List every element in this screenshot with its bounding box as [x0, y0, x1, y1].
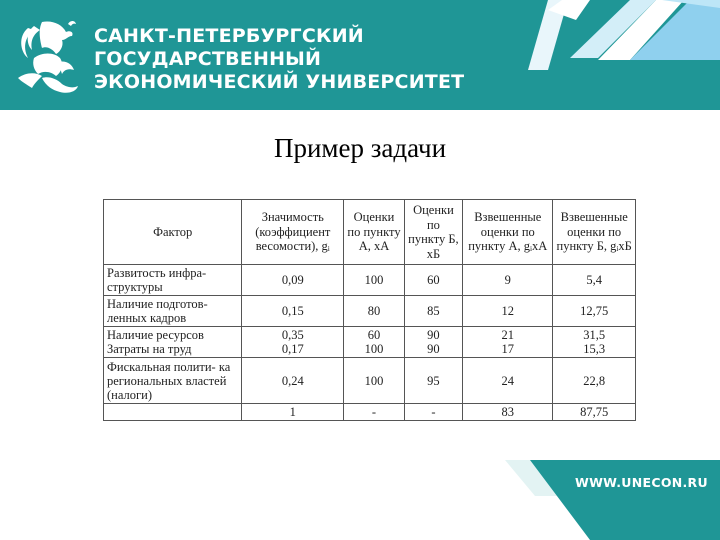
- decorative-triangles: [480, 0, 720, 110]
- cell-score-a: 80: [344, 296, 404, 327]
- cell-score-b: 60: [404, 265, 462, 296]
- footer-decoration: [0, 460, 720, 540]
- cell-score-a: 60 100: [344, 327, 404, 358]
- cell-score-a: 100: [344, 265, 404, 296]
- cell-weighted-a: 9: [463, 265, 553, 296]
- cell-factor: Наличие ресурсов Затраты на труд: [104, 327, 242, 358]
- header-banner: [0, 0, 720, 110]
- table-row: [104, 265, 636, 296]
- slide-title: Пример задачи: [273, 133, 447, 163]
- cell-significance: 0,09: [242, 265, 344, 296]
- university-name-line-2: ГОСУДАРСТВЕННЫЙ: [94, 48, 322, 70]
- cell-weighted-a: 12: [463, 296, 553, 327]
- table-row: [104, 327, 636, 358]
- footer-banner: [0, 460, 720, 540]
- cell-factor: Развитость инфра- структуры: [104, 265, 242, 296]
- griffin-logo-icon: [12, 18, 84, 96]
- university-name-line-3: ЭКОНОМИЧЕСКИЙ УНИВЕРСИТЕТ: [94, 71, 465, 93]
- factors-table: [103, 199, 636, 421]
- cell-score-a: -: [344, 404, 404, 421]
- cell-score-b: -: [404, 404, 462, 421]
- header-significance: Значимость (коэффициент весомости), gᵢ: [242, 200, 344, 265]
- university-name-line-1: САНКТ-ПЕТЕРБУРГСКИЙ: [94, 25, 364, 47]
- header-score-a: Оценки по пункту А, xА: [344, 200, 404, 265]
- website-link[interactable]: WWW.UNECON.RU: [575, 475, 708, 490]
- table-header-row: [104, 200, 636, 265]
- cell-weighted-b: 5,4: [553, 265, 636, 296]
- cell-weighted-b: 31,5 15,3: [553, 327, 636, 358]
- cell-score-b: 85: [404, 296, 462, 327]
- cell-factor: Фискальная полити- ка региональных властей (налоги): [104, 358, 242, 404]
- cell-weighted-a: 83: [463, 404, 553, 421]
- cell-weighted-a: 24: [463, 358, 553, 404]
- cell-factor: [104, 404, 242, 421]
- university-name: [94, 25, 464, 94]
- table-row: [104, 358, 636, 404]
- cell-weighted-b: 22,8: [553, 358, 636, 404]
- cell-weighted-a: 21 17: [463, 327, 553, 358]
- cell-score-b: 95: [404, 358, 462, 404]
- header-weighted-b: Взвешенные оценки по пункту Б, gᵢxБ: [553, 200, 636, 265]
- cell-significance: 0,15: [242, 296, 344, 327]
- cell-score-a: 100: [344, 358, 404, 404]
- cell-factor: Наличие подготов- ленных кадров: [104, 296, 242, 327]
- header-factor: Фактор: [104, 200, 242, 265]
- table-total-row: [104, 404, 636, 421]
- cell-weighted-b: 12,75: [553, 296, 636, 327]
- cell-significance: 0,24: [242, 358, 344, 404]
- header-score-b: Оценки по пункту Б, xБ: [404, 200, 462, 265]
- cell-significance: 1: [242, 404, 344, 421]
- cell-weighted-b: 87,75: [553, 404, 636, 421]
- header-weighted-a: Взвешенные оценки по пункту А, gᵢxА: [463, 200, 553, 265]
- cell-score-b: 90 90: [404, 327, 462, 358]
- table-row: [104, 296, 636, 327]
- cell-significance: 0,35 0,17: [242, 327, 344, 358]
